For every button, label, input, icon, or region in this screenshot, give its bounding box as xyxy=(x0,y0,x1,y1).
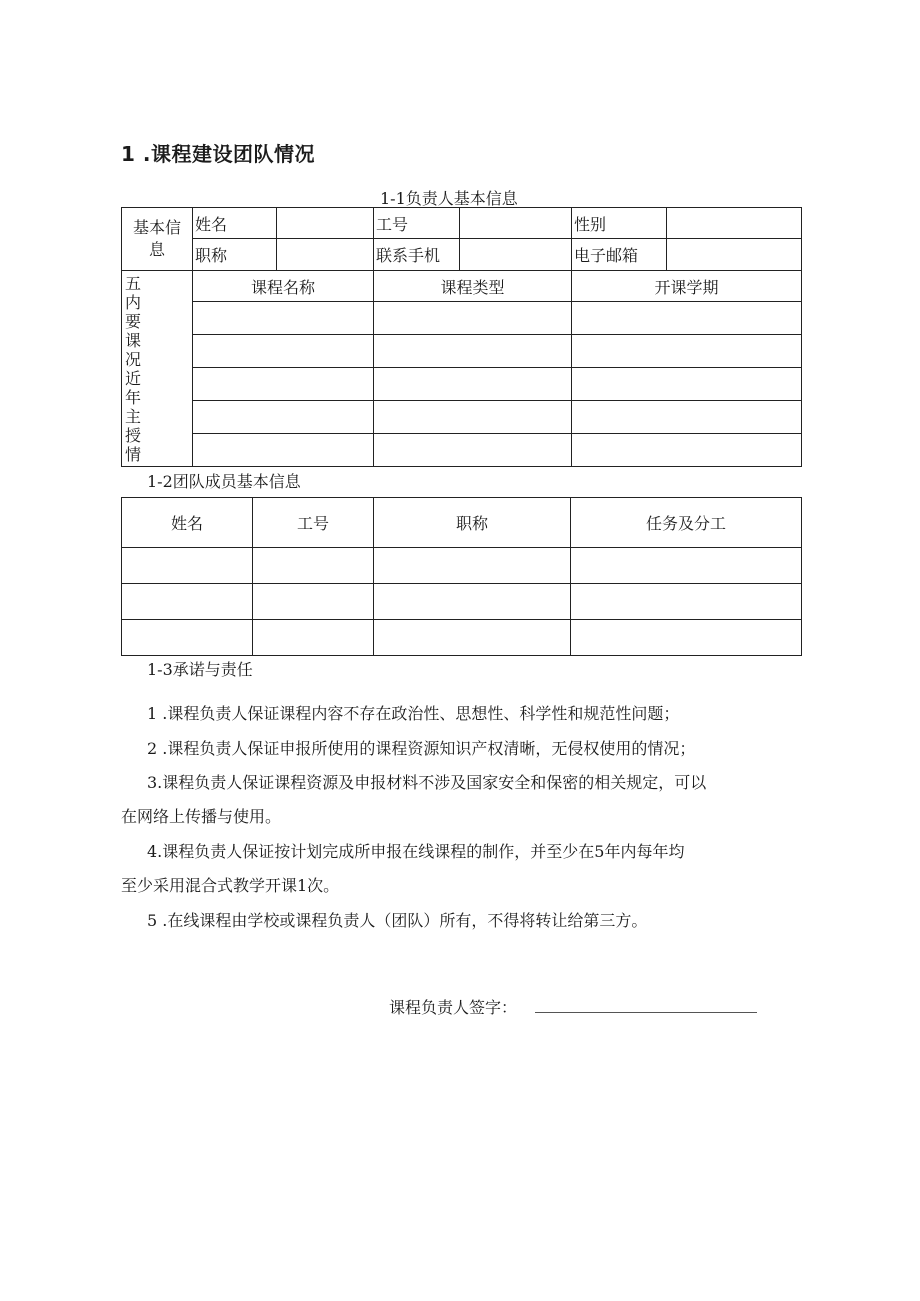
table-cell[interactable] xyxy=(253,548,374,584)
table-cell[interactable] xyxy=(193,434,374,467)
recent-courses-label: 五内要课况近年主授情 xyxy=(122,271,193,467)
staff-id-value-cell[interactable] xyxy=(460,208,572,239)
table-cell[interactable] xyxy=(374,434,572,467)
table-cell[interactable] xyxy=(193,335,374,368)
table-cell[interactable] xyxy=(122,620,253,656)
course-name-header: 课程名称 xyxy=(193,271,374,302)
staff-id-label: 工号 xyxy=(374,208,460,239)
table-row xyxy=(122,368,802,401)
table-row xyxy=(122,548,802,584)
signature-line[interactable] xyxy=(535,1000,757,1013)
signature-label: 课程负责人签字： xyxy=(389,998,518,1017)
commitment-item-3-cont: 在网络上传播与使用。 xyxy=(121,807,282,826)
name-label: 姓名 xyxy=(193,208,277,239)
table-cell[interactable] xyxy=(572,335,802,368)
table-cell[interactable] xyxy=(193,401,374,434)
phone-value-cell[interactable] xyxy=(460,239,572,271)
title-label: 职称 xyxy=(193,239,277,271)
name-value-cell[interactable] xyxy=(277,208,374,239)
member-task-header: 任务及分工 xyxy=(571,498,802,548)
table-row xyxy=(122,401,802,434)
member-title-header: 职称 xyxy=(374,498,571,548)
commitment-item-5: 5 .在线课程由学校或课程负责人（团队）所有，不得将转让给第三方。 xyxy=(147,911,648,930)
table-cell[interactable] xyxy=(122,548,253,584)
table-row xyxy=(122,584,802,620)
table-row xyxy=(122,434,802,467)
member-id-header: 工号 xyxy=(253,498,374,548)
table-cell[interactable] xyxy=(374,548,571,584)
table-cell[interactable] xyxy=(253,620,374,656)
leader-info-table xyxy=(121,207,802,467)
commitment-caption: 1-3承诺与责任 xyxy=(147,660,253,679)
commitment-item-1: 1 .课程负责人保证课程内容不存在政治性、思想性、科学性和规范性问题； xyxy=(147,704,680,723)
signature-row xyxy=(389,997,757,1019)
table-cell[interactable] xyxy=(193,368,374,401)
table1-caption: 1-1负责人基本信息 xyxy=(380,189,518,208)
table-cell[interactable] xyxy=(374,302,572,335)
table-cell[interactable] xyxy=(572,401,802,434)
section-title: 1 .课程建设团队情况 xyxy=(121,142,315,166)
gender-value-cell[interactable] xyxy=(667,208,802,239)
table-cell[interactable] xyxy=(374,401,572,434)
table-cell[interactable] xyxy=(572,434,802,467)
table-cell[interactable] xyxy=(193,302,374,335)
course-type-header: 课程类型 xyxy=(374,271,572,302)
table-cell[interactable] xyxy=(374,584,571,620)
member-name-header: 姓名 xyxy=(122,498,253,548)
commitment-item-4-cont: 至少采用混合式教学开课1次。 xyxy=(121,876,340,895)
table-row xyxy=(122,302,802,335)
table-cell[interactable] xyxy=(572,368,802,401)
table-cell[interactable] xyxy=(374,368,572,401)
table-cell[interactable] xyxy=(572,302,802,335)
gender-label: 性别 xyxy=(572,208,667,239)
course-term-header: 开课学期 xyxy=(572,271,802,302)
table-cell[interactable] xyxy=(253,584,374,620)
table-cell[interactable] xyxy=(571,620,802,656)
table-cell[interactable] xyxy=(374,620,571,656)
table-cell[interactable] xyxy=(571,548,802,584)
commitment-item-4: 4.课程负责人保证按计划完成所申报在线课程的制作，并至少在5年内每年均 xyxy=(147,842,685,861)
commitment-item-2: 2 .课程负责人保证申报所使用的课程资源知识产权清晰，无侵权使用的情况； xyxy=(147,739,696,758)
table2-caption: 1-2团队成员基本信息 xyxy=(147,472,301,491)
phone-label: 联系手机 xyxy=(374,239,460,271)
table-row xyxy=(122,335,802,368)
basic-info-label: 基本信 息 xyxy=(122,208,193,271)
team-members-table xyxy=(121,497,802,656)
table-cell[interactable] xyxy=(122,584,253,620)
title-value-cell[interactable] xyxy=(277,239,374,271)
table-cell[interactable] xyxy=(374,335,572,368)
email-value-cell[interactable] xyxy=(667,239,802,271)
commitment-item-3: 3.课程负责人保证课程资源及申报材料不涉及国家安全和保密的相关规定，可以 xyxy=(147,773,707,792)
email-label: 电子邮箱 xyxy=(572,239,667,271)
table-row xyxy=(122,620,802,656)
table-cell[interactable] xyxy=(571,584,802,620)
